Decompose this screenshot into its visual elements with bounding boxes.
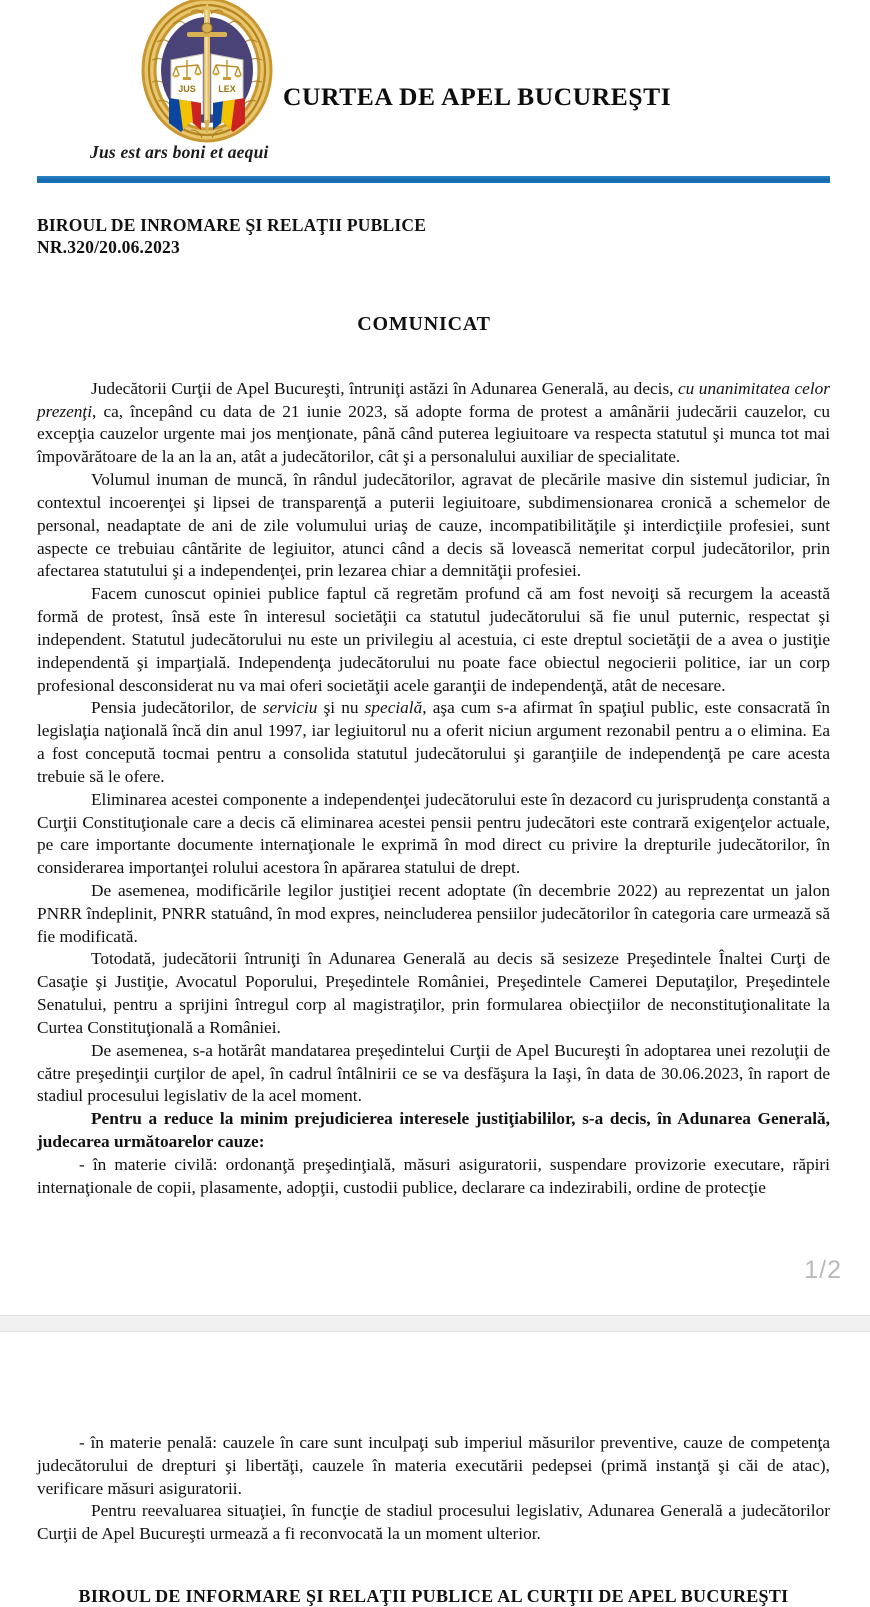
emphasis-run: cu unanimitatea celor prezenţi [37,378,830,421]
text-run: , aşa cum s-a afirmat în spaţiul public, este consacrată în legislaţia naţională încă din anul 1997, iar legiuitorul nu a oferit niciun argument rezonabil pentru a o elimina. Ea a fost concepută tocmai pentru a consolida statutul judecătorului şi garanţiile de independenţă pe care acesta trebuie să le ofere. [37,698,830,786]
letterhead [0,0,870,196]
text-run: Eliminarea acestei componente a independenţei judecătorului este în dezacord cu jurisprudenţa constantă a Curţii Constituţionale care a decis că eliminarea acestei pensii pentru judecători este contrară exigenţelor actuale, pe care importante documente internaţionale le exprimă în mod direct cu privire la drepturile judecătorilor, în considerarea importanţei rolului acestora în apărarea statului de drept. [37,789,830,878]
emblem-jus-label: JUS [178,84,196,94]
text-run: - în materie civilă: ordonanţă preşedinţială, măsuri asiguratorii, suspendare provizorie executare, răpiri internaţionale de copii, plasamente, adopţii, custodii publice, declarare ca indezirabili, ordine de protecţie [37,1154,830,1197]
paragraph [37,378,830,469]
bold-run: Pentru a reduce la minim prejudicierea interesele justiţiabililor, s-a decis, în Adunarea Generală, judecarea următoarelor cauze: [37,1109,830,1152]
paragraph [37,948,830,1039]
text-run: Pentru reevaluarea situaţiei, în funcţie de stadiul procesului legislativ, Adunarea Generală a judecătorilor Curţii de Apel Bucureşti urmează a fi reconvocată la un moment ulterior. [37,1501,830,1544]
paragraph [37,583,830,697]
paragraph [37,1154,830,1200]
paragraph [37,1432,830,1500]
organization-title: CURTEA DE APEL BUCUREŞTI [283,82,672,111]
text-run: şi nu [317,698,365,718]
text-run: Pensia judecătorilor, de [91,698,263,718]
text-run: Volumul inuman de muncă, în rândul judecătorilor, agravat de plecările masive din sistemul judiciar, în contextul incoerenţei şi lipsei de transparenţă a puterii legiuitoare, subdimensionarea cronică a schemelor de personal, neadaptate de ani de zile volumului uriaş de cauze, incompatibilităţile şi interdicţiile profesiei, sunt aspecte ce trebuiau cântărite de legiuitor, atunci când a decis să lovească nemeritat corpul judecătorilor, prin afectarea statutului şi a independenţei, prin lezarea chiar a demnităţii profesiei. [37,470,830,581]
text-run: , ca, începând cu data de 21 iunie 2023, să adopte forma de protest a amânării judecării cauzelor, cu excepţia cauzelor urgente mai jos menţionate, până când puterea legiuitoare va respecta statutul şi munca tot mai împovărătoare de la an la an, atât a judecătorilor, cât şi a personalului auxiliar de specialitate. [37,401,830,467]
reference-number: NR.320/20.06.2023 [37,237,180,258]
paragraph [37,697,830,788]
page-break-separator [0,1315,870,1332]
paragraph [37,789,830,880]
header-divider [37,176,830,183]
court-emblem-icon [143,2,271,138]
signature-line: BIROUL DE INFORMARE ŞI RELAŢII PUBLICE AL CURŢII DE APEL BUCUREŞTI [78,1586,789,1607]
office-name: BIROUL DE INROMARE ŞI RELAŢII PUBLICE [37,215,427,235]
page-indicator: 1/2 [804,1256,842,1284]
page-title: COMUNICAT [357,312,491,335]
text-run: De asemenea, s-a hotărât mandatarea preşedintelui Curţii de Apel Bucureşti în adoptarea unei rezoluţii de către preşedinţii curţilor de apel, în cadrul întâlnirii ce se va desfăşura la Iaşi, în data de 30.06.2023, în raport de stadiul procesului legislativ de la acel moment. [37,1040,830,1106]
text-run: Totodată, judecătorii întruniţi în Adunarea Generală au decis să sesizeze Preşedintele Înaltei Curţi de Casaţie şi Justiţie, Avocatul Poporului, Preşedintele României, Preşedintele Camerei Deputaţilor, Preşedintele Senatului, pentru a sprijini întregul corp al magistraţilor, prin formularea obiecţiilor de neconstituţionalitate la Curtea Constituţională a României. [37,949,830,1037]
paragraph [37,1108,830,1154]
text-run: De asemenea, modificările legilor justiţiei recent adoptate (în decembrie 2022) au reprezentat un jalon PNRR îndeplinit, PNRR statuând, în mod expres, neincluderea pensiilor judecătorilor în categoria care urmează să fie modificată. [37,881,830,946]
paragraph [37,1500,830,1546]
text-run: Facem cunoscut opiniei publice faptul că regretăm profund că am fost nevoiţi să recurgem la această formă de protest, însă este în interesul societăţii ca statutul judecătorului să fie unul puternic, respectat şi independent. Statutul judecătorului nu este un privilegiu al acestuia, ci este dreptul societăţii de a avea o justiţie independentă şi imparţială. Independenţa judecătorului nu poate face obiectul negocierii politice, iar un corp profesional desconsiderat nu va mai oferi societăţii acele garanţii de independenţă, atât de necesare. [37,584,830,695]
latin-motto: Jus est ars boni et aequi [90,142,269,162]
document-page-two [0,1332,870,1607]
text-run: - în materie penală: cauzele în care sunt inculpaţi sub imperiul măsurilor preventive, cauze de competenţa judecătorului de drepturi şi libertăţi, cauzele în materia executării pedepsei (primă instanţă şi căi de atac), verificare măsuri asiguratorii. [37,1433,830,1498]
emphasis-run: specială [364,698,423,718]
body-text-page-one [37,378,830,1200]
paragraph [37,469,830,583]
paragraph [37,1040,830,1108]
paragraph [37,880,830,948]
emblem-lex-label: LEX [218,84,236,94]
document-meta [37,214,870,259]
text-run: Judecătorii Curţii de Apel Bucureşti, întruniţi astăzi în Adunarea Generală, au decis, [91,378,678,398]
emphasis-run: serviciu [262,698,318,718]
body-text-page-two [37,1432,830,1546]
